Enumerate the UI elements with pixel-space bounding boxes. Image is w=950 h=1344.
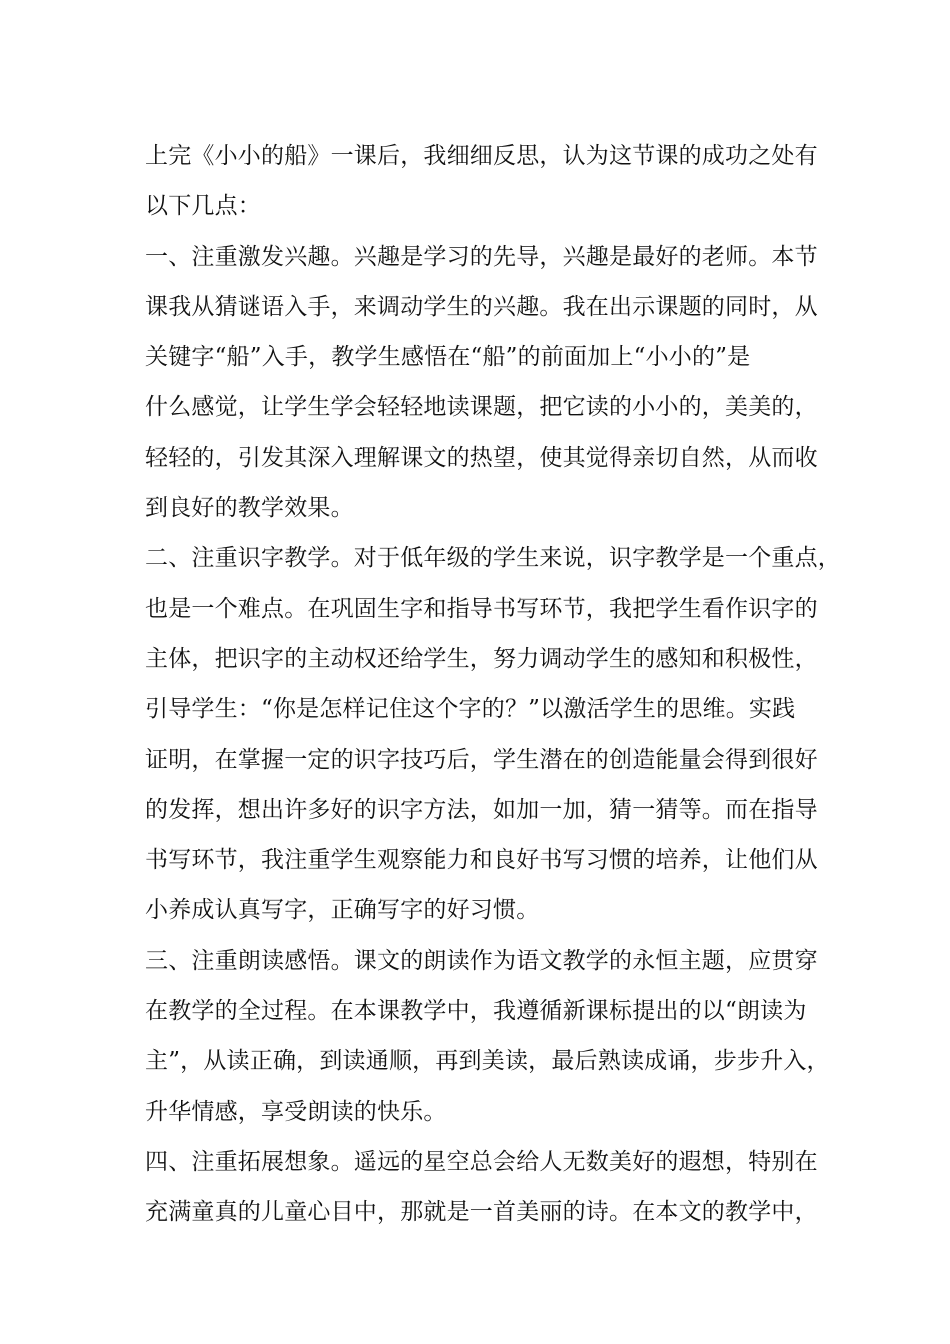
text-line-21: 四、注重拓展想象。遥远的星空总会给人无数美好的遐想，特别在 bbox=[145, 1148, 818, 1175]
body-text bbox=[145, 131, 841, 1238]
text-line-3: 一、注重激发兴趣。兴趣是学习的先导，兴趣是最好的老师。本节 bbox=[145, 243, 818, 270]
text-line-4: 课我从猜谜语入手，来调动学生的兴趣。我在出示课题的同时，从 bbox=[145, 293, 818, 320]
text-line-9: 二、注重识字教学。对于低年级的学生来说，识字教学是一个重点， bbox=[145, 545, 841, 572]
text-line-15: 书写环节，我注重学生观察能力和良好书写习惯的培养，让他们从 bbox=[145, 847, 818, 874]
text-line-18: 在教学的全过程。在本课教学中，我遵循新课标提出的以“朗读为 bbox=[145, 998, 807, 1025]
text-line-6: 什么感觉，让学生学会轻轻地读课题，把它读的小小的，美美的， bbox=[145, 394, 818, 421]
text-line-14: 的发挥，想出许多好的识字方法，如加一加，猜一猜等。而在指导 bbox=[145, 796, 818, 823]
text-line-17: 三、注重朗读感悟。课文的朗读作为语文教学的永恒主题，应贯穿 bbox=[145, 947, 818, 974]
text-line-10: 也是一个难点。在巩固生字和指导书写环节，我把学生看作识字的 bbox=[145, 595, 818, 622]
text-line-20: 升华情感，享受朗读的快乐。 bbox=[145, 1098, 447, 1125]
text-line-22: 充满童真的儿童心目中，那就是一首美丽的诗。在本文的教学中， bbox=[145, 1199, 818, 1226]
text-line-19: 主”，从读正确，到读通顺，再到美读，最后熟读成诵，步步升入， bbox=[145, 1048, 830, 1075]
text-line-5: 关键字“船”入手，教学生感悟在“船”的前面加上“小小的”是 bbox=[145, 344, 751, 371]
text-line-2: 以下几点： bbox=[145, 193, 261, 220]
text-line-7: 轻轻的，引发其深入理解课文的热望，使其觉得亲切自然，从而收 bbox=[145, 444, 818, 471]
text-line-12: 引导学生：“你是怎样记住这个字的？”以激活学生的思维。实践 bbox=[145, 696, 796, 723]
text-line-11: 主体，把识字的主动权还给学生，努力调动学生的感知和积极性， bbox=[145, 645, 818, 672]
text-line-13: 证明，在掌握一定的识字技巧后，学生潜在的创造能量会得到很好 bbox=[145, 746, 818, 773]
text-line-1: 上完《小小的船》一课后，我细细反思，认为这节课的成功之处有 bbox=[145, 143, 818, 169]
text-line-8: 到良好的教学效果。 bbox=[145, 495, 354, 522]
text-line-16: 小养成认真写字，正确写字的好习惯。 bbox=[145, 897, 540, 924]
